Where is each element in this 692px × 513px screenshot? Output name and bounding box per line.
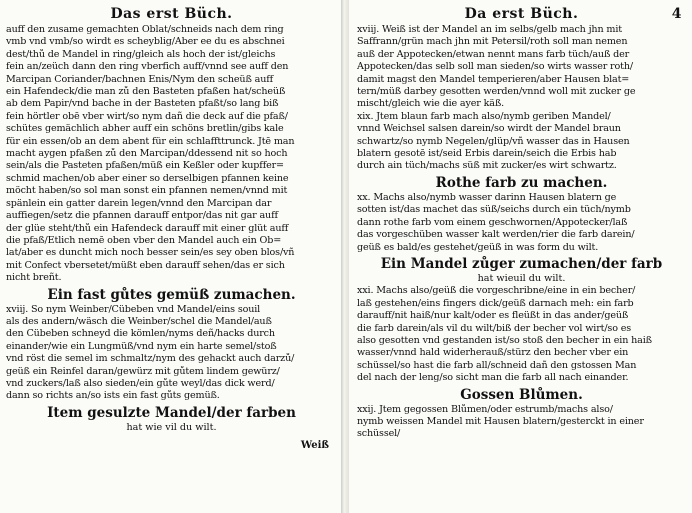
running-head-title: Da erst Büch. (464, 6, 579, 22)
text-line: dann so richts an/so ists ein fast gůts gemüß. (6, 390, 220, 402)
text-line: mit Confect vbersetet/müßt eben darauff sehen/das er sich (6, 259, 285, 271)
gutter (341, 0, 349, 513)
section-heading: Gossen Blůmen. (460, 386, 583, 403)
text-line: das vorgeschüben wasser kalt werden/rier die farb darein/ (357, 229, 635, 241)
paragraph (357, 111, 686, 173)
text-line: die farb darein/als vil du wilt/biß der becher vol wirt/so es (357, 322, 632, 334)
text-line: xx. Machs also/nymb wasser darinn Hausen blatern ge (357, 191, 617, 203)
section-heading: Ein fast gůtes gemüß zumachen. (47, 286, 296, 303)
text-line: xviij. Weiß ist der Mandel an im selbs/gelb mach jhn mit (357, 24, 622, 35)
text-line: del nach der leng/so sicht man die farb all nach einander. (357, 372, 629, 384)
catchword: Weiß (300, 440, 329, 452)
text-line: auß der Appotecken/etwan nennt mans farb tüch/auß der (357, 48, 630, 60)
section-heading: Ein Mandel zůger zumachen/der farb (380, 255, 663, 272)
text-line: einander/wie ein Lungmüß/vnd nym ein harte semel/stoß (6, 340, 277, 352)
paragraph (6, 24, 337, 285)
text-line: schüssel/so hast die farb all/schneid dañ den gstossen Man (357, 359, 637, 371)
text-line: auffiegen/setz die pfannen darauff entpor/das nit gar auff (6, 210, 278, 222)
text-line: vnd zuckers/laß also sieden/ein gůte weyl/das dick werd/ (6, 377, 275, 389)
left-page (0, 0, 341, 513)
text-line: schüssel/ (357, 428, 401, 440)
text-line: den Cübeben schneyd die kömlen/nyms deñ/hacks durch (6, 328, 275, 340)
text-line: darauff/nit haiß/nur kalt/oder es fleüßt in das ander/geüß (357, 310, 629, 322)
text-line: nymb weissen Mandel mit Hausen blatern/gesterckt in einer (357, 415, 644, 427)
text-line: fein hörtler obē vber wirt/so nym dañ die deck auf die pfaß/ (6, 110, 288, 122)
text-line: also gesotten vnd gestanden ist/so stoß den becher in ein haiß (357, 334, 652, 346)
text-line: die pfaß/Etlich nemē oben vber den Mandel auch ein Ob= (6, 234, 282, 246)
text-line: laß gestehen/eins fingers dick/geüß darnach meh: ein farb (357, 297, 634, 309)
text-line: damit magst den Mandel temperieren/aber Hausen blat= (357, 73, 630, 85)
text-line: macht aygen pfaßen zů den Marcipan/ddessend nit so hoch (6, 148, 288, 160)
text-line: tern/müß darbey gesotten werden/vnnd woll mit zucker ge (357, 86, 636, 98)
text-line: lat/aber es duncht mich noch besser sein/es sey oben blos/vñ (6, 247, 295, 259)
text-line: ein Hafendeck/die man zů den Basteten pfaßen hat/scheüß (6, 86, 286, 98)
text-line: geüß ein Reinfel daran/gewürz mit gůtem lindem gewürz/ (6, 365, 280, 377)
text-line: schwartz/so nymb Negelen/glüp/vñ wasser das in Hausen (357, 135, 630, 147)
text-line: vnd röst die semel im schmaltz/nym des gehackt auch darzů/ (6, 353, 295, 365)
section-heading: Item gesulzte Mandel/der farben (47, 404, 296, 421)
text-line: der glüe steht/thů ein Hafendeck darauff mit einer glüt auff (6, 222, 289, 234)
text-line: xxij. Jtem gegossen Blůmen/oder estrumb/machs also/ (357, 403, 613, 415)
paragraph (357, 24, 686, 111)
text-line: dest/thů de Mandel in ring/gleich als hoch der ist/gleichs (6, 48, 276, 60)
text-line: xviij. So nym Weinber/Cübeben vnd Mandel/eins souil (6, 303, 261, 315)
paragraph (6, 304, 337, 403)
text-line: dann rothe farb vom einem geschwornen/Appotecker/laß (357, 216, 628, 228)
text-line: Marcipan Coriander/bachnen Enis/Nym den scheüß auff (6, 73, 274, 85)
text-line: spänlein ein gatter darein legen/vnnd den Marcipan dar (6, 197, 272, 209)
paragraph (357, 404, 686, 441)
text-line: schütes gemächlich abher auff ein schöns bretlin/gibs kale (6, 123, 284, 135)
section-subheading: hat wie vil du wilt. (126, 421, 217, 433)
section-subheading: hat wieuil du wilt. (477, 272, 566, 284)
text-line: nicht breñt. (6, 272, 62, 284)
text-line: möcht haben/so sol man sonst ein pfannen nemen/vnnd mit (6, 185, 288, 197)
text-line: sein/als die Pasteten pfaßen/müß ein Keßler oder kupffer= (6, 160, 284, 172)
text-line: fein an/zeüch dann den ring vberfich auff/vnnd see auff den (6, 61, 289, 73)
text-line: vmb vnd vmb/so wirdt es scheyblig/Aber ee du es abschnei (6, 36, 285, 48)
text-line: mischt/gleich wie die ayer käß. (357, 98, 505, 110)
section-heading: Rothe farb zu machen. (435, 174, 608, 191)
paragraph (357, 192, 686, 254)
text-line: auff den zusame gemachten Oblat/schneids nach dem ring (6, 24, 284, 35)
running-head: Das erst Büch. (110, 6, 233, 22)
text-line: Appotecken/das selb soll man sieden/so wirts wasser roth/ (357, 61, 633, 73)
text-line: vnnd Weichsel salsen darein/so wirdt der Mandel braun (357, 123, 621, 135)
text-line: xxi. Machs also/geüß die vorgeschribne/eine in ein becher/ (357, 285, 636, 297)
text-line: für ein essen/ob an dem abent für ein schlaffttrunck. Jtē man (6, 135, 295, 147)
page-number: 4 (671, 6, 682, 22)
text-line: blatern gesotē ist/seid Erbis darein/seich die Erbis hab (357, 148, 617, 160)
text-line: ab dem Papir/vnd bache in der Basteten pfaßt/so lang biß (6, 98, 279, 110)
running-head (357, 4, 686, 24)
right-page (349, 0, 692, 513)
text-line: wasser/vnnd hald widerherauß/stürz den becher vber ein (357, 347, 629, 359)
paragraph (357, 285, 686, 384)
text-line: xix. Jtem blaun farb mach also/nymb geriben Mandel/ (357, 110, 611, 122)
text-line: als des andern/wäsch die Weinber/schel die Mandel/auß (6, 315, 272, 327)
text-line: Saffrann/grün mach jhn mit Petersil/roth soll man nemen (357, 36, 628, 48)
text-line: durch ain tüch/machs süß mit zucker/es wirt schwartz. (357, 160, 617, 172)
text-line: schmid machen/ob aber einer so derselbigen pfannen keine (6, 172, 289, 184)
text-line: sotten ist/das machet das süß/seichs durch ein tüch/nymb (357, 204, 631, 216)
text-line: geüß es bald/es gestehet/geüß in was form du wilt. (357, 241, 599, 253)
